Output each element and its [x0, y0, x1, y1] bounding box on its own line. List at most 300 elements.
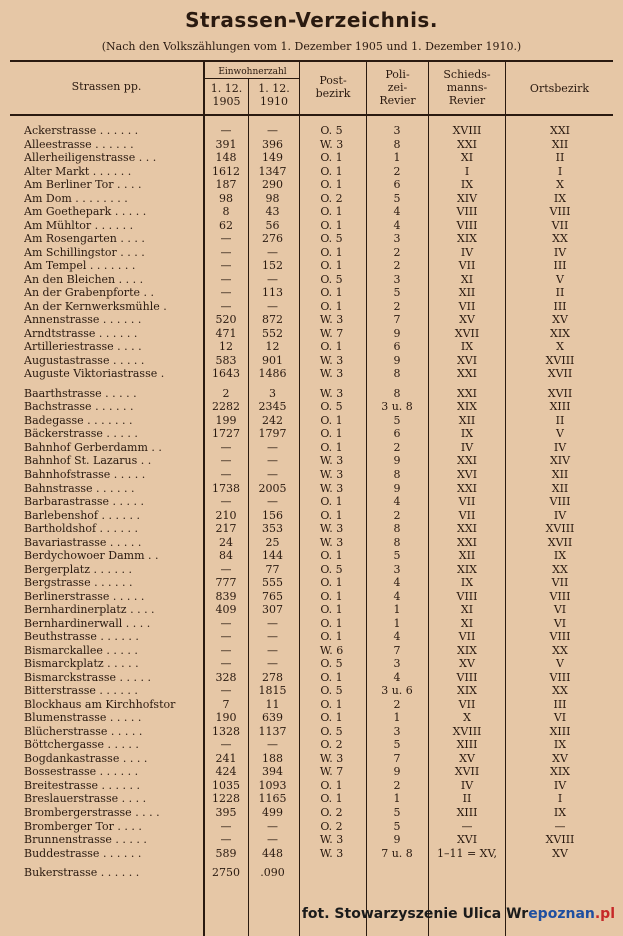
pop-1910-cell: 1165	[258, 792, 287, 806]
pop-1905-cell: —	[220, 643, 232, 657]
table-row	[0, 178, 623, 192]
street-name-cell: Bossestrasse . . . . . .	[24, 765, 139, 779]
police-district-cell: 4	[393, 495, 401, 509]
arbitration-district-cell: XXI	[456, 137, 477, 151]
police-district-cell: 3	[393, 124, 401, 137]
pop-1910-cell: 25	[265, 535, 280, 549]
table-row	[0, 866, 623, 880]
arbitration-district-cell: X	[463, 711, 471, 725]
post-district-cell: O. 1	[320, 178, 343, 192]
post-district-cell: W. 3	[319, 454, 344, 468]
street-name-cell: Bernhardinerplatz . . . .	[24, 603, 155, 617]
pop-1905-cell: 424	[215, 765, 237, 779]
table-row	[0, 354, 623, 368]
header-police	[367, 68, 428, 107]
table-row	[0, 427, 623, 441]
arbitration-district-cell: VIII	[456, 205, 478, 219]
local-district-cell: II	[555, 151, 565, 165]
pop-1905-cell: —	[220, 562, 232, 576]
police-district-cell: 2	[393, 508, 401, 522]
arbitration-district-cell: XI	[460, 603, 474, 617]
watermark-prefix: fot. Stowarzyszenie Ulica Wr	[301, 906, 529, 922]
arbitration-district-cell: VII	[458, 495, 476, 509]
street-name-cell: Bogdankastrasse . . . .	[24, 751, 148, 765]
arbitration-district-cell: XVIII	[452, 724, 482, 738]
local-district-cell: V	[556, 427, 564, 441]
police-district-cell: 7	[393, 643, 401, 657]
post-district-cell: O. 1	[320, 164, 343, 178]
post-district-cell: W. 3	[319, 846, 344, 860]
local-district-cell: XX	[552, 643, 568, 657]
arbitration-district-cell: XIV	[456, 191, 478, 205]
pop-1910-cell: 276	[262, 232, 283, 246]
police-district-cell: 1	[393, 711, 401, 725]
arbitration-district-cell: XVIII	[452, 124, 482, 137]
table-row	[0, 441, 623, 455]
police-district-cell: 5	[393, 806, 401, 819]
arbitration-district-cell: XII	[458, 549, 476, 563]
arbitration-district-cell: XII	[458, 286, 476, 300]
pop-1910-cell: 188	[262, 751, 283, 765]
pop-1905-cell: —	[220, 454, 232, 468]
table-row	[0, 273, 623, 287]
header-population-group: Einwohnerzahl	[218, 67, 287, 77]
post-district-cell: O. 1	[320, 245, 343, 259]
post-district-cell: O. 1	[320, 440, 343, 454]
local-district-cell: X	[556, 340, 564, 354]
street-name-cell: Böttchergasse . . . . .	[24, 738, 139, 752]
street-name-cell: Bavariastrasse . . . . .	[24, 535, 142, 549]
arbitration-district-cell: IX	[460, 576, 474, 590]
arbitration-district-cell: XVI	[456, 353, 478, 367]
pop-1905-cell: —	[220, 657, 232, 671]
arbitration-district-cell: —	[461, 819, 473, 833]
table-row	[0, 124, 623, 138]
police-district-cell: 4	[393, 576, 401, 590]
arbitration-district-cell: IV	[460, 440, 474, 454]
pop-1905-cell: 839	[215, 589, 237, 603]
pop-1905-cell: 589	[215, 846, 237, 860]
police-district-cell: 2	[393, 440, 401, 454]
pop-1910-cell: —	[267, 643, 278, 657]
police-district-cell: 3	[393, 232, 401, 246]
pop-1910-cell: 394	[262, 765, 283, 779]
post-district-cell: O. 1	[320, 670, 343, 684]
arbitration-district-cell: IV	[460, 778, 474, 792]
header-street: Strassen pp.	[71, 80, 142, 93]
pop-1905-cell: 1328	[212, 724, 240, 738]
street-name-cell: Am Mühltor . . . . . .	[24, 218, 134, 232]
post-district-cell: W. 7	[319, 326, 344, 340]
arbitration-district-cell: VII	[458, 508, 476, 522]
street-name-cell: Am Schillingstor . . . .	[24, 245, 145, 259]
local-district-cell: III	[553, 299, 567, 313]
post-district-cell: O. 1	[320, 576, 343, 590]
pop-1910-cell: —	[267, 245, 278, 259]
local-district-cell: VI	[553, 616, 567, 630]
police-district-cell: 7 u. 8	[381, 846, 413, 860]
pop-1910-cell: —	[267, 738, 278, 752]
table-row	[0, 387, 623, 401]
arbitration-district-cell: VIII	[456, 670, 478, 684]
street-name-cell: Bahnhof St. Lazarus . .	[24, 454, 152, 468]
street-name-cell: Badegasse . . . . . . .	[24, 413, 133, 427]
pop-1910-cell: 77	[265, 562, 280, 576]
arbitration-district-cell: IV	[460, 245, 474, 259]
pop-1910-cell: 552	[262, 326, 283, 340]
local-district-cell: I	[557, 792, 563, 806]
police-district-cell: 9	[393, 326, 401, 340]
arbitration-district-cell: VII	[458, 259, 476, 273]
arbitration-district-cell: I	[464, 164, 470, 178]
pop-1910-cell: 1797	[258, 427, 287, 441]
local-district-cell: I	[557, 164, 563, 178]
police-district-cell: 6	[393, 178, 401, 192]
street-name-cell: Baarthstrasse . . . . .	[24, 386, 137, 400]
street-name-cell: Alter Markt . . . . . .	[24, 164, 132, 178]
watermark-suffix: .pl	[594, 906, 615, 922]
police-district-cell: 5	[393, 549, 401, 563]
local-district-cell: IV	[553, 245, 567, 259]
pop-1905-cell: 777	[215, 576, 237, 590]
local-district-cell: V	[556, 272, 564, 286]
table-row	[0, 246, 623, 260]
post-district-cell: O. 1	[320, 151, 343, 165]
post-district-cell: O. 2	[320, 806, 343, 819]
post-district-cell: O. 1	[320, 508, 343, 522]
arbitration-district-cell: XV	[459, 751, 475, 765]
police-district-cell: 3 u. 6	[381, 684, 413, 698]
table-row	[0, 219, 623, 233]
pop-1905-cell: 2282	[212, 400, 240, 414]
pop-1905-cell: 217	[215, 522, 237, 536]
police-district-cell: 8	[393, 522, 401, 536]
local-district-cell: VIII	[549, 630, 571, 644]
police-district-cell: 3	[393, 272, 401, 286]
table-row	[0, 400, 623, 414]
arbitration-district-cell: VII	[458, 630, 476, 644]
pop-1905-cell: —	[220, 819, 232, 833]
header-arb	[429, 68, 505, 107]
pop-1905-cell: 2750	[212, 866, 240, 880]
pop-1910-cell: —	[267, 468, 278, 481]
police-district-cell: 5	[393, 738, 401, 752]
local-district-cell: XVII	[547, 367, 573, 381]
post-district-cell: O. 5	[320, 724, 343, 738]
pop-1910-cell: 144	[262, 549, 283, 563]
post-district-cell: O. 1	[320, 218, 343, 232]
post-district-cell: W. 3	[319, 468, 344, 481]
arbitration-district-cell: XI	[460, 616, 474, 630]
header-arb-line3: Revier	[448, 94, 486, 107]
pop-1910-cell: 1093	[258, 778, 287, 792]
police-district-cell: 8	[393, 386, 401, 400]
pop-1910-cell: 11	[265, 697, 280, 711]
pop-1905-cell: 12	[219, 340, 233, 354]
table-row	[0, 495, 623, 509]
pop-1910-cell: 98	[265, 191, 280, 205]
header-pop-1905-year: 1905	[212, 95, 241, 108]
local-district-cell: XV	[552, 751, 568, 765]
street-name-cell: Blockhaus am Kirchhofstor	[24, 697, 176, 711]
street-name-cell: Berdychowoer Damm . .	[24, 549, 159, 563]
pop-1910-cell: —	[267, 454, 278, 468]
post-district-cell: W. 3	[319, 535, 344, 549]
local-district-cell: V	[556, 657, 564, 671]
local-district-cell: XVII	[547, 386, 573, 400]
arbitration-district-cell: VII	[458, 697, 476, 711]
header-arb-line1: Schieds-	[443, 68, 491, 81]
table-row	[0, 509, 623, 523]
street-name-cell: Blücherstrasse . . . . .	[24, 724, 143, 738]
header-post-line2: bezirk	[315, 87, 351, 100]
pop-1910-cell: 152	[262, 259, 283, 273]
table-row	[0, 340, 623, 354]
table-row	[0, 576, 623, 590]
street-name-cell: Breslauerstrasse . . . .	[24, 792, 147, 806]
table-row	[0, 327, 623, 341]
post-district-cell: W. 3	[319, 313, 344, 327]
police-district-cell: 3 u. 8	[381, 400, 413, 414]
street-name-cell: Bahnhof Gerberdamm . .	[24, 440, 162, 454]
pop-1905-cell: 1612	[212, 164, 240, 178]
pop-1910-cell: 499	[262, 806, 283, 819]
street-name-cell: Bukerstrasse . . . . . .	[24, 866, 140, 880]
post-district-cell: O. 1	[320, 589, 343, 603]
local-district-cell: VI	[553, 711, 567, 725]
local-district-cell: III	[553, 259, 567, 273]
police-district-cell: 1	[393, 603, 401, 617]
pop-1910-cell: —	[267, 819, 278, 833]
pop-1910-cell: 278	[262, 670, 283, 684]
post-district-cell: W. 3	[319, 353, 344, 367]
pop-1905-cell: 62	[219, 218, 233, 232]
street-name-cell: An der Grabenpforte . .	[24, 286, 154, 300]
street-name-cell: Bachstrasse . . . . . .	[24, 400, 134, 414]
post-district-cell: O. 5	[320, 124, 343, 137]
street-name-cell: Bahnhofstrasse . . . . .	[24, 468, 146, 481]
local-district-cell: XVII	[547, 535, 573, 549]
pop-1905-cell: —	[220, 738, 232, 752]
police-district-cell: 8	[393, 137, 401, 151]
pop-1905-cell: —	[220, 468, 232, 481]
street-name-cell: Am Tempel . . . . . . .	[24, 259, 136, 273]
street-name-cell: Am Goethepark . . . . .	[24, 205, 147, 219]
pop-1910-cell: 872	[262, 313, 283, 327]
police-district-cell: 2	[393, 164, 401, 178]
pop-1910-cell: 43	[265, 205, 280, 219]
pop-1905-cell: —	[220, 272, 232, 286]
pop-1905-cell: —	[220, 245, 232, 259]
local-district-cell: XX	[552, 562, 568, 576]
police-district-cell: 2	[393, 245, 401, 259]
table-row	[0, 820, 623, 834]
table-row	[0, 138, 623, 152]
police-district-cell: 1	[393, 792, 401, 806]
post-district-cell: O. 1	[320, 299, 343, 313]
post-district-cell: W. 3	[319, 833, 344, 847]
arbitration-district-cell: VIII	[456, 589, 478, 603]
pop-1905-cell: 328	[215, 670, 237, 684]
post-district-cell: O. 2	[320, 738, 343, 752]
header-arb-line2: manns-	[446, 81, 488, 94]
pop-1910-cell: 3	[269, 386, 276, 400]
post-district-cell: W. 3	[319, 522, 344, 536]
pop-1905-cell: —	[220, 630, 232, 644]
pop-1905-cell: —	[220, 259, 232, 273]
pop-1905-cell: 98	[219, 191, 233, 205]
pop-1910-cell: 1486	[258, 367, 287, 381]
pop-1905-cell: 199	[215, 413, 237, 427]
table-row	[0, 657, 623, 671]
police-district-cell: 8	[393, 535, 401, 549]
pop-1905-cell: 148	[215, 151, 237, 165]
table-row	[0, 847, 623, 861]
table-row	[0, 603, 623, 617]
table-row	[0, 549, 623, 563]
pop-1905-cell: 84	[219, 549, 233, 563]
arbitration-district-cell: XII	[458, 413, 476, 427]
table-row	[0, 232, 623, 246]
police-district-cell: 9	[393, 353, 401, 367]
local-district-cell: XIV	[549, 454, 571, 468]
pop-1905-cell: —	[220, 495, 232, 509]
post-district-cell: W. 7	[319, 765, 344, 779]
table-row	[0, 752, 623, 766]
table-row	[0, 698, 623, 712]
police-district-cell: 4	[393, 630, 401, 644]
police-district-cell: 2	[393, 697, 401, 711]
police-district-cell: 5	[393, 286, 401, 300]
pop-1905-cell: 471	[215, 326, 237, 340]
header-police-line2: zei-	[387, 81, 408, 94]
arbitration-district-cell: XXI	[456, 386, 477, 400]
table-row	[0, 630, 623, 644]
table-row	[0, 684, 623, 698]
pop-1910-cell: 149	[262, 151, 283, 165]
arbitration-district-cell: XIX	[456, 400, 477, 414]
pop-1910-cell: 242	[262, 413, 283, 427]
post-district-cell: O. 5	[320, 562, 343, 576]
post-district-cell: W. 3	[319, 481, 344, 495]
table-row	[0, 617, 623, 631]
arbitration-district-cell: XVII	[454, 326, 480, 340]
table-row	[0, 522, 623, 536]
local-district-cell: IX	[553, 738, 567, 752]
table-row	[0, 414, 623, 428]
arbitration-district-cell: XIX	[456, 684, 477, 698]
pop-1910-cell: 290	[262, 178, 283, 192]
police-district-cell: 4	[393, 205, 401, 219]
police-district-cell: 5	[393, 191, 401, 205]
table-row	[0, 644, 623, 658]
arbitration-district-cell: XIX	[456, 643, 477, 657]
police-district-cell: 4	[393, 218, 401, 232]
pop-1910-cell: 2345	[258, 400, 287, 414]
police-district-cell: 1	[393, 616, 401, 630]
post-district-cell: O. 1	[320, 603, 343, 617]
pop-1905-cell: 8	[222, 205, 230, 219]
street-name-cell: Brunnenstrasse . . . . .	[24, 833, 147, 847]
street-name-cell: Bismarckstrasse . . . . .	[24, 670, 151, 684]
pop-1905-cell: 409	[215, 603, 237, 617]
pop-1910-cell: 765	[262, 589, 283, 603]
local-district-cell: IX	[553, 549, 567, 563]
pop-1910-cell: 353	[262, 522, 283, 536]
pop-1910-cell: 156	[262, 508, 283, 522]
arbitration-district-cell: XIII	[456, 738, 478, 752]
post-district-cell: O. 2	[320, 819, 343, 833]
arbitration-district-cell: XXI	[456, 522, 477, 536]
pop-1905-cell: —	[220, 440, 232, 454]
pop-1910-cell: —	[267, 495, 278, 509]
police-district-cell: 7	[393, 313, 401, 327]
pop-1905-cell: 391	[215, 137, 237, 151]
local-district-cell: VII	[551, 576, 569, 590]
police-district-cell: 5	[393, 819, 401, 833]
local-district-cell: XX	[552, 232, 568, 246]
post-district-cell: O. 1	[320, 205, 343, 219]
pop-1910-cell: —	[267, 299, 278, 313]
local-district-cell: II	[555, 286, 565, 300]
police-district-cell: 9	[393, 454, 401, 468]
post-district-cell: W. 6	[319, 643, 344, 657]
street-name-cell: Allerheiligenstrasse . . .	[24, 151, 157, 165]
post-district-cell: O. 1	[320, 778, 343, 792]
post-district-cell: O. 1	[320, 697, 343, 711]
local-district-cell: XII	[551, 481, 569, 495]
arbitration-district-cell: XXI	[456, 454, 477, 468]
page-subtitle: (Nach den Volkszählungen vom 1. Dezember 1905 und 1. Dezember 1910.)	[101, 40, 522, 53]
pop-1905-cell: 210	[215, 508, 237, 522]
table-row	[0, 833, 623, 847]
police-district-cell: 5	[393, 413, 401, 427]
local-district-cell: XV	[552, 846, 568, 860]
table-row	[0, 192, 623, 206]
pop-1905-cell: 24	[219, 535, 233, 549]
pop-1910-cell: 1347	[258, 164, 287, 178]
arbitration-district-cell: XVII	[454, 765, 480, 779]
pop-1905-cell: 1643	[212, 367, 240, 381]
pop-1905-cell: 1727	[212, 427, 240, 441]
header-pop-1910	[249, 82, 299, 108]
local-district-cell: III	[553, 697, 567, 711]
post-district-cell: O. 1	[320, 792, 343, 806]
street-name-cell: Bismarckallee . . . . .	[24, 643, 138, 657]
local-district-cell: IX	[553, 191, 567, 205]
local-district-cell: XXI	[549, 124, 570, 137]
post-district-cell: W. 3	[319, 367, 344, 381]
street-name-cell: Am Dom . . . . . . . .	[24, 191, 128, 205]
pop-1905-cell: 1035	[212, 778, 240, 792]
street-name-cell: Bartholdshof . . . . . .	[24, 522, 138, 536]
arbitration-district-cell: XV	[459, 657, 475, 671]
pop-1905-cell: —	[220, 286, 232, 300]
police-district-cell: 8	[393, 468, 401, 481]
local-district-cell: XII	[551, 468, 569, 481]
table-row	[0, 590, 623, 604]
local-district-cell: VIII	[549, 670, 571, 684]
street-name-cell: Berlinerstrasse . . . . .	[24, 589, 145, 603]
arbitration-district-cell: IX	[460, 178, 474, 192]
pop-1910-cell: —	[267, 657, 278, 671]
table-row	[0, 482, 623, 496]
arbitration-district-cell: 1–11 = XV,	[436, 846, 498, 860]
pop-1910-cell: 396	[262, 137, 283, 151]
post-district-cell: O. 2	[320, 191, 343, 205]
pop-1910-cell: —	[267, 833, 278, 847]
post-district-cell: O. 1	[320, 427, 343, 441]
